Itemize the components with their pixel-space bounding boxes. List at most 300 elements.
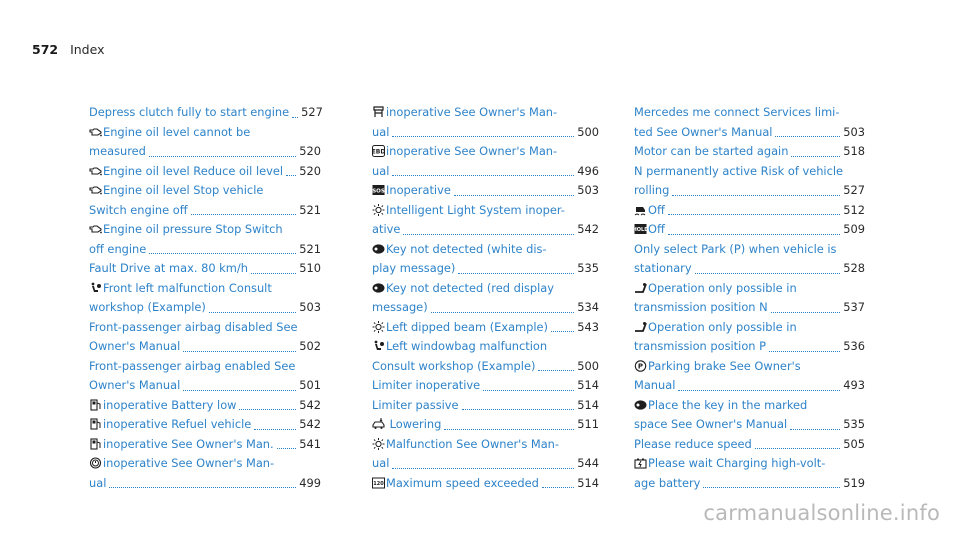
index-entry [634,454,865,493]
index-entry-line [89,337,321,357]
page-reference[interactable]: 536 [843,339,865,353]
index-entry-line [634,357,865,377]
index-entry-line [89,298,321,318]
charging-battery-icon [634,457,647,469]
index-entry [372,415,599,435]
dot-leader [672,194,840,196]
page-reference[interactable]: 514 [577,378,599,392]
index-entry-line [634,396,865,416]
index-term: space See Owner's Manual [634,417,788,431]
dot-leader [703,486,840,488]
index-entry [372,337,599,376]
index-entry-line [372,259,599,279]
dot-leader [209,311,296,313]
index-entry-line [89,123,321,143]
index-entry-text [634,337,766,357]
index-term: ual [372,124,390,139]
page-number: 572 [32,42,59,57]
esp-off-icon [634,204,647,216]
index-term: Malfunction See Owner's Man- [386,436,560,451]
index-entry [372,396,599,416]
index-term: inoperative See Owner's Man. [103,436,274,451]
index-entry [372,103,599,142]
index-entry [634,318,865,357]
page-reference[interactable]: 500 [577,124,599,139]
page-reference[interactable]: 511 [577,417,599,431]
dot-leader [771,311,841,313]
page-reference[interactable]: 520 [299,144,321,158]
index-entry-text [372,474,539,494]
index-entry-line [634,201,865,221]
dot-leader [695,272,841,274]
index-term: play message) [372,261,456,275]
index-term: Engine oil level Reduce oil level [103,163,284,178]
index-entry-line [634,318,865,338]
page-reference[interactable]: 543 [577,319,599,334]
index-entry [89,435,321,455]
index-entry-text [372,415,441,435]
index-entry [372,240,599,279]
index-entry-text [634,357,801,377]
index-entry-line [634,298,865,318]
oil-can-icon [89,165,102,177]
index-term: ual [89,475,107,490]
index-term: Owner's Manual [89,378,181,392]
index-column-1 [89,103,321,493]
index-entry-line [89,181,321,201]
svg-text:P: P [637,362,644,370]
index-entry-text [634,376,675,396]
index-entry-text [89,142,146,162]
key-icon [634,399,647,411]
index-entry-text [634,474,700,494]
index-term: Only select Park (P) when vehicle is [634,241,837,256]
svg-text:SOS: SOS [372,188,385,195]
index-entry [634,201,865,221]
index-entry-text [372,396,459,416]
index-term: workshop (Example) [89,300,206,314]
index-entry [89,103,321,123]
page-reference[interactable]: 528 [843,261,865,275]
airbag-icon [89,282,102,294]
index-entry-line [372,298,599,318]
dot-leader [286,174,296,176]
index-entry-line [634,162,865,182]
page-reference[interactable]: 503 [577,183,599,197]
index-entry-line [372,454,599,474]
index-entry-text [634,220,665,240]
page-reference[interactable]: 542 [299,397,321,412]
page-reference[interactable]: 544 [577,456,599,470]
index-entry-line [634,279,865,299]
index-entry [634,396,865,435]
dot-leader [775,135,840,137]
index-entry-line [89,415,321,435]
parking-brake-icon [634,360,647,372]
index-term: Motor can be started again [634,144,789,158]
index-term: inoperative Battery low [103,397,237,412]
index-entry [89,279,321,318]
dot-leader [183,350,296,352]
index-entry-text [372,181,451,201]
dot-leader [431,311,575,313]
index-entry-line [372,376,599,396]
page-reference[interactable]: 496 [577,163,599,178]
index-entry-line [89,162,321,182]
index-entry-text [372,337,547,357]
watermark: carmanualsonline.info [703,501,940,525]
index-entry [634,142,865,162]
svg-text:HOLD: HOLD [632,227,649,234]
index-entry [372,142,599,181]
oil-can-icon [89,184,102,196]
dot-leader [458,272,574,274]
index-term: Inoperative [386,183,451,197]
index-entry-line [634,220,865,240]
index-entry [634,240,865,279]
oil-can-icon [89,223,102,235]
index-entry-text [89,259,248,279]
fuel-battery-icon [89,438,102,450]
index-entry-line [89,357,321,377]
index-entry-text [89,123,250,143]
index-term: Consult workshop (Example) [372,358,536,373]
page-reference[interactable]: 512 [843,202,865,217]
dot-leader [542,486,574,488]
speed-limit-icon [372,477,385,489]
dot-leader [149,155,296,157]
index-entry-line [89,201,321,221]
page-reference[interactable]: 503 [843,124,865,139]
index-term: Fault Drive at max. 80 km/h [89,261,248,275]
index-entry-text [89,103,289,123]
page-reference[interactable]: 534 [577,300,599,314]
section-title: Index [70,42,105,57]
index-entry-text [634,435,752,455]
index-entry-text [372,357,535,377]
index-entry-line [372,220,599,240]
index-term: Manual [634,378,676,392]
index-entry-line [634,415,865,435]
index-term: inoperative See Owner's Man- [386,144,558,158]
fuel-battery-icon [89,418,102,430]
page-reference[interactable]: 501 [299,378,321,392]
index-term: Off [648,202,665,217]
page-reference[interactable]: 527 [301,105,323,119]
index-entry-text [634,103,839,123]
index-term: Please reduce speed [634,436,752,451]
index-entry-line [634,474,865,494]
index-term: Off [648,222,665,236]
dot-leader [538,369,574,371]
index-entry-text [89,474,106,494]
index-entry [89,415,321,435]
index-term: inoperative Refuel vehicle [103,417,252,431]
index-term: Maximum speed exceeded [386,475,539,490]
index-entry-line [372,279,599,299]
page-reference[interactable]: 499 [299,475,321,490]
dot-leader [551,330,574,332]
index-term: Please wait Charging high-volt- [648,456,826,470]
page-reference[interactable]: 502 [299,339,321,353]
index-entry-line [372,142,599,162]
dot-leader [251,272,296,274]
page-reference[interactable]: 503 [299,300,321,314]
dot-leader [769,350,840,352]
index-entry-text [89,298,206,318]
index-entry [89,357,321,396]
index-term: Place the key in the marked [648,397,808,412]
index-term: N permanently active Risk of vehicle [634,163,844,178]
dot-leader [392,467,574,469]
index-term: Intelligent Light System inoper- [386,202,565,217]
index-entry-text [372,298,428,318]
index-entry-text [372,279,554,299]
index-entry-line [372,435,599,455]
index-term: Front-passenger airbag enabled See [89,358,296,373]
index-term: measured [89,144,146,158]
index-entry [89,162,321,182]
index-entry-text [89,454,274,474]
index-entry-line [372,415,599,435]
index-entry-text [372,220,400,240]
fuel-battery-icon [89,399,102,411]
index-entry-line [372,357,599,377]
page-reference[interactable]: 519 [843,475,865,490]
index-entry-line [89,318,321,338]
index-entry-text [372,201,565,221]
index-entry-text [634,123,772,143]
index-entry-line [634,123,865,143]
page-reference[interactable]: 535 [843,417,865,431]
index-entry-line [634,240,865,260]
index-term: ative [372,222,401,236]
index-entry [372,181,599,201]
index-term: off engine [89,241,147,256]
index-term: Left windowbag malfunction [386,339,548,353]
index-entry-text [89,435,274,455]
index-column-3 [634,103,865,493]
index-term: stationary [634,261,692,275]
car-lowering-icon [372,418,385,430]
dot-leader [254,428,296,430]
index-entry-line [634,181,865,201]
index-term: Left dipped beam (Example) [386,319,549,334]
index-term: Parking brake See Owner's [648,358,801,373]
index-entry [372,201,599,240]
index-entry-line [372,162,599,182]
index-entry-line [372,123,599,143]
index-entry [89,454,321,493]
index-entry-line [372,337,599,357]
index-entry-text [634,259,692,279]
index-term: Key not detected (red display [386,280,555,295]
index-entry [89,259,321,279]
index-entry-line [89,376,321,396]
index-term: inoperative See Owner's Man- [103,456,275,470]
index-entry-text [372,259,455,279]
index-entry [372,474,599,494]
dot-leader [277,447,297,449]
index-entry-text [372,435,559,455]
index-term: Operation only possible in [648,319,797,334]
index-entry-text [89,318,297,338]
index-entry-line [89,142,321,162]
index-entry-line [372,240,599,260]
index-column-2 [372,103,599,493]
dot-leader [668,213,840,215]
index-entry [634,435,865,455]
index-term: Depress clutch fully to start engine [89,105,290,119]
index-entry-line [634,454,865,474]
index-entry-line [89,279,321,299]
index-entry-line [372,201,599,221]
index-term: transmission position N [634,300,768,314]
index-entry [89,123,321,162]
page-reference[interactable]: 514 [577,397,599,412]
index-entry-text [89,279,272,299]
index-entry-text [634,162,843,182]
brake-warning-icon [89,457,102,469]
page-reference[interactable]: 493 [843,378,865,392]
dot-leader [183,389,296,391]
page-reference[interactable]: 521 [299,241,321,256]
index-term: ual [372,456,390,470]
page-reference[interactable]: 509 [843,222,865,236]
index-entry-text [634,396,807,416]
seat-icon [372,106,385,118]
dot-leader [678,389,840,391]
dot-leader [462,408,575,410]
key-icon [372,282,385,294]
index-term: ted See Owner's Manual [634,124,773,139]
sos-icon [372,184,385,196]
index-entry-text [89,181,263,201]
index-term: Owner's Manual [89,339,181,353]
index-entry-line [372,318,599,338]
index-entry-text [89,357,295,377]
index-entry [634,103,865,142]
dot-leader [668,233,840,235]
index-term: Limiter inoperative [372,378,481,392]
index-entry-text [634,240,836,260]
index-entry-text [89,337,180,357]
dot-leader [483,389,574,391]
index-term: Engine oil level cannot be [103,124,251,139]
index-entry-line [634,259,865,279]
light-icon [372,438,385,450]
index-entry-line [372,181,599,201]
index-entry-text [372,376,480,396]
light-icon [372,321,385,333]
index-entry-line [89,454,321,474]
page-reference[interactable]: 537 [843,300,865,314]
index-entry-line [372,103,599,123]
index-term: Key not detected (white dis- [386,241,547,256]
index-term: rolling [634,183,670,197]
index-entry [634,279,865,318]
index-term: Switch engine off [89,202,188,217]
dot-leader [444,428,574,430]
index-entry-text [89,415,251,435]
svg-text:120: 120 [373,480,384,487]
index-entry-line [634,435,865,455]
index-entry-text [372,142,557,162]
index-entry-text [372,318,548,338]
page-reference[interactable]: 542 [299,417,321,431]
index-term: inoperative See Owner's Man- [386,105,558,119]
dot-leader [392,135,574,137]
hold-icon [634,223,647,235]
light-icon [372,204,385,216]
index-entry [372,435,599,474]
page-reference[interactable]: 514 [577,475,599,490]
page-reference[interactable]: 521 [299,202,321,217]
index-entry-text [89,162,283,182]
index-term: Front left malfunction Consult [103,280,272,295]
index-entry-line [634,376,865,396]
page-reference[interactable]: 518 [843,144,865,158]
index-entry-text [372,454,389,474]
page-reference[interactable]: 535 [577,261,599,275]
dot-leader [191,213,297,215]
index-entry-text [634,415,787,435]
page-reference[interactable]: 520 [299,163,321,178]
index-entry [372,376,599,396]
index-entry-line [372,396,599,416]
airbag-icon [372,340,385,352]
page-reference[interactable]: 510 [299,261,321,275]
dot-leader [149,252,296,254]
dot-leader [791,155,840,157]
foot-pedal-icon [634,282,647,294]
index-entry-line [89,240,321,260]
index-entry-text [89,220,283,240]
index-entry-text [89,201,188,221]
index-term: Lowering [386,417,442,431]
index-entry [372,318,599,338]
page-reference[interactable]: 541 [299,436,321,451]
index-term: Operation only possible in [648,280,797,295]
page-reference[interactable]: 527 [843,183,865,197]
page-reference[interactable]: 542 [577,222,599,236]
index-entry-line [89,103,321,123]
index-entry [89,396,321,416]
index-entry-text [634,201,665,221]
page-reference[interactable]: 500 [577,358,599,373]
index-entry-line [89,396,321,416]
index-entry [89,318,321,357]
index-term: Engine oil level Stop vehicle [103,183,264,197]
index-entry [89,181,321,220]
foot-pedal-icon [634,321,647,333]
index-entry [634,357,865,396]
index-entry-text [634,318,797,338]
dot-leader [403,233,574,235]
index-entry-text [634,298,768,318]
svg-text:EBD: EBD [371,148,386,156]
index-entry-text [89,396,236,416]
page-reference[interactable]: 505 [843,436,865,451]
index-entry [634,162,865,201]
dot-leader [292,116,298,118]
index-entry-text [634,142,788,162]
key-icon [372,243,385,255]
index-entry-text [89,240,146,260]
index-term: Front-passenger airbag disabled See [89,319,298,334]
index-entry-text [89,376,180,396]
index-entry-line [634,337,865,357]
